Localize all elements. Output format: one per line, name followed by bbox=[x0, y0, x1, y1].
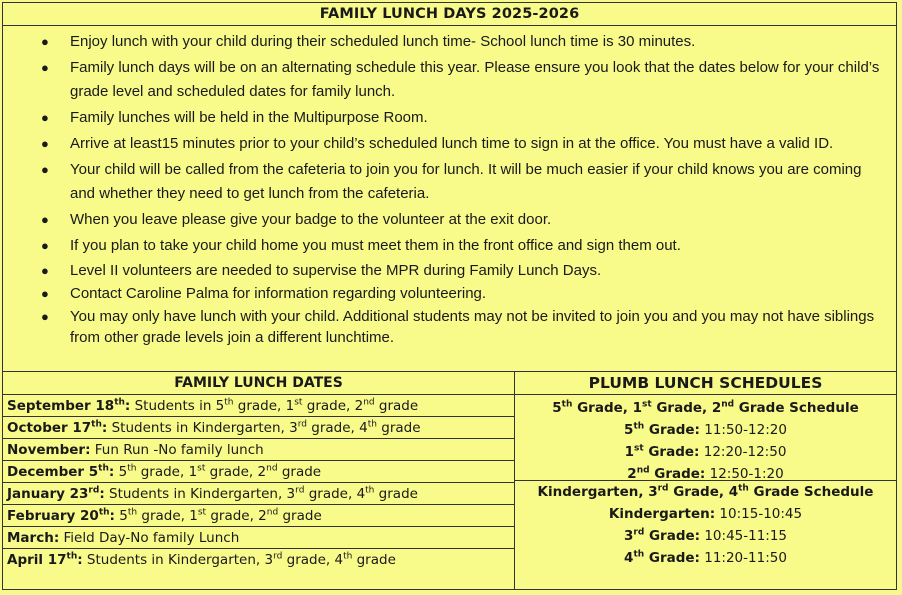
date-description: Students in Kindergarten, 3rd grade, 4th grade bbox=[82, 551, 396, 568]
schedule-block-5-1-2 bbox=[515, 395, 896, 481]
date-row bbox=[3, 505, 514, 527]
lunch-flyer bbox=[2, 2, 897, 590]
date-month: April 17th: bbox=[7, 551, 83, 568]
schedule-grade: 1st Grade: bbox=[624, 443, 700, 460]
bullet-icon: ● bbox=[41, 212, 49, 227]
schedule-row bbox=[515, 547, 896, 569]
list-item: ● Family lunches will be held in the Multipurpose Room. bbox=[3, 106, 896, 130]
schedule-row bbox=[515, 441, 896, 463]
schedule-time: 12:50-1:20 bbox=[705, 466, 784, 482]
date-row bbox=[3, 549, 514, 571]
list-item: ● If you plan to take your child home you must meet them in the front office and sign them out. bbox=[3, 234, 896, 258]
list-item: ● Contact Caroline Palma for information regarding volunteering. bbox=[41, 285, 487, 302]
bullet-icon: ● bbox=[41, 60, 49, 75]
lunch-schedules-table bbox=[515, 372, 896, 589]
bullet-icon: ● bbox=[41, 34, 49, 49]
date-description: Field Day-No family Lunch bbox=[59, 530, 240, 546]
date-row bbox=[3, 395, 514, 417]
list-item: ● Enjoy lunch with your child during their scheduled lunch time- School lunch time is 30 minutes. bbox=[3, 30, 896, 54]
lunch-tables bbox=[3, 372, 896, 589]
schedule-title: Kindergarten, 3rd Grade, 4th Grade Schedule bbox=[537, 483, 874, 500]
date-description: Fun Run -No family lunch bbox=[90, 442, 264, 458]
date-description: 5th grade, 1st grade, 2nd grade bbox=[114, 463, 322, 480]
schedule-time: 10:45-11:15 bbox=[700, 528, 788, 544]
date-month: November: bbox=[7, 442, 91, 458]
date-month: September 18th: bbox=[7, 397, 131, 414]
date-month: December 5th: bbox=[7, 463, 115, 480]
date-row bbox=[3, 483, 514, 505]
info-bullet-list bbox=[3, 26, 896, 372]
date-month: January 23rd: bbox=[7, 485, 105, 502]
bullet-icon: ● bbox=[41, 286, 49, 301]
bullet-icon: ● bbox=[41, 136, 49, 151]
list-item: ● Your child will be called from the cafeteria to join you for lunch. It will be much easier if your child knows you are coming and whether they need to get lunch from the cafeteria. bbox=[3, 158, 896, 206]
bullet-icon: ● bbox=[41, 309, 49, 324]
schedule-grade: 2nd Grade: bbox=[627, 465, 706, 482]
bullet-icon: ● bbox=[41, 162, 49, 177]
schedule-row bbox=[515, 503, 896, 525]
list-item: ● Family lunch days will be on an alternating schedule this year. Please ensure you look that the dates below for your child’s grade level and scheduled dates for family lunch. bbox=[3, 56, 896, 104]
schedule-row bbox=[515, 419, 896, 441]
date-row bbox=[3, 439, 514, 461]
schedule-time: 11:20-11:50 bbox=[699, 550, 787, 566]
list-item: ● You may only have lunch with your child. Additional students may not be invited to join you and you may not have siblings from other grade levels join a different lunchtime. bbox=[41, 308, 875, 346]
date-description: Students in 5th grade, 1st grade, 2nd grade bbox=[130, 397, 419, 414]
schedule-time: 12:20-12:50 bbox=[699, 444, 787, 460]
schedule-grade: 4th Grade: bbox=[624, 549, 700, 566]
schedule-block-k-3-4 bbox=[515, 481, 896, 569]
dates-list bbox=[3, 395, 514, 571]
list-item: ● Level II volunteers are needed to supervise the MPR during Family Lunch Days. bbox=[41, 262, 602, 279]
family-lunch-dates-table bbox=[3, 372, 515, 589]
date-month: March: bbox=[7, 530, 60, 546]
date-description: Students in Kindergarten, 3rd grade, 4th grade bbox=[104, 485, 418, 502]
bullet-icon: ● bbox=[41, 238, 49, 253]
schedule-grade: 3rd Grade: bbox=[623, 527, 701, 544]
date-row bbox=[3, 417, 514, 439]
date-description: Students in Kindergarten, 3rd grade, 4th grade bbox=[107, 419, 421, 436]
schedule-time: 10:15-10:45 bbox=[715, 506, 803, 522]
page-title: FAMILY LUNCH DAYS 2025-2026 bbox=[3, 3, 896, 26]
schedule-grade: 5th Grade: bbox=[624, 421, 700, 438]
bullet-icon: ● bbox=[41, 110, 49, 125]
date-month: February 20th: bbox=[7, 507, 115, 524]
schedule-title: 5th Grade, 1st Grade, 2nd Grade Schedule bbox=[552, 399, 859, 416]
schedule-grade: Kindergarten: bbox=[608, 506, 716, 522]
dates-header: FAMILY LUNCH DATES bbox=[3, 372, 514, 395]
date-description: 5th grade, 1st grade, 2nd grade bbox=[114, 507, 322, 524]
list-item: ● When you leave please give your badge to the volunteer at the exit door. bbox=[3, 208, 896, 232]
list-item: ● Arrive at least15 minutes prior to your child’s scheduled lunch time to sign in at the office. You must have a valid ID. bbox=[3, 132, 896, 156]
date-row bbox=[3, 461, 514, 483]
schedule-row bbox=[515, 525, 896, 547]
date-row bbox=[3, 527, 514, 549]
schedule-time: 11:50-12:20 bbox=[699, 422, 787, 438]
bullet-icon: ● bbox=[41, 263, 49, 278]
schedules-header: PLUMB LUNCH SCHEDULES bbox=[515, 372, 896, 395]
date-month: October 17th: bbox=[7, 419, 108, 436]
